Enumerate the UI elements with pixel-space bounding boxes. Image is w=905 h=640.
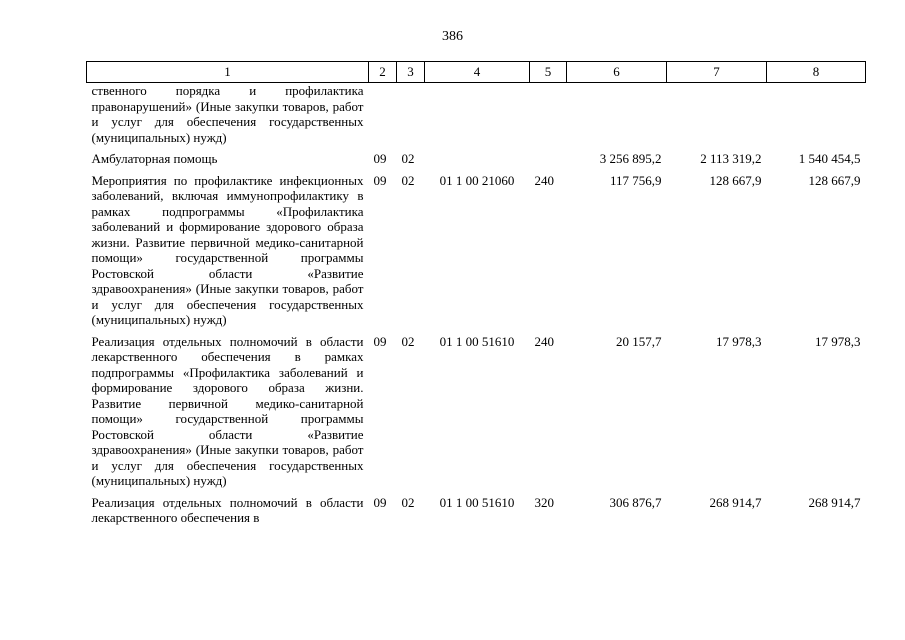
target-article-code	[425, 83, 530, 146]
column-header: 8	[767, 62, 866, 83]
amount-col7	[667, 83, 767, 146]
section-code: 09	[373, 172, 387, 188]
amount-col6	[567, 83, 667, 146]
page-number: 386	[442, 29, 463, 44]
column-header: 1	[87, 62, 369, 83]
table-row	[87, 145, 866, 167]
section-code: 09	[373, 333, 387, 349]
amount-col8: 128 667,9	[808, 172, 861, 188]
row-name: Амбулаторная помощь	[91, 151, 218, 166]
amount-col6: 117 756,9	[609, 172, 662, 188]
row-name: Реализация отдельных полномочий в области лекарственного обеспечения в	[91, 494, 364, 525]
subsection-code: 02	[401, 172, 415, 188]
column-header: 7	[667, 62, 767, 83]
section-code: 09	[373, 151, 387, 166]
target-article-code: 01 1 00 51610	[439, 333, 515, 349]
column-header: 5	[530, 62, 567, 83]
amount-col6: 306 876,7	[609, 494, 662, 510]
table-header-row	[87, 62, 866, 83]
amount-col8: 1 540 454,5	[798, 151, 861, 166]
amount-col7: 128 667,9	[709, 172, 762, 188]
amount-col6: 3 256 895,2	[599, 151, 662, 166]
column-header: 2	[369, 62, 397, 83]
amount-col7: 268 914,7	[709, 494, 762, 510]
column-header: 6	[567, 62, 667, 83]
section-code	[369, 83, 397, 146]
row-name: ственного порядка и профилактика правонарушений» (Иные закупки товаров, работ и услуг для обеспечения государственных (муниципальных) нужд)	[91, 83, 364, 145]
subsection-code	[397, 83, 425, 146]
column-header: 3	[397, 62, 425, 83]
amount-col6: 20 157,7	[616, 333, 662, 349]
expense-type-code	[530, 83, 567, 146]
amount-col7: 17 978,3	[716, 333, 762, 349]
amount-col7: 2 113 319,2	[700, 151, 762, 166]
table-row	[87, 167, 866, 328]
subsection-code: 02	[401, 333, 415, 349]
target-article-code: 01 1 00 21060	[439, 172, 515, 188]
expense-type-code: 240	[534, 333, 554, 349]
target-article-code: 01 1 00 51610	[439, 494, 515, 510]
column-header: 4	[425, 62, 530, 83]
subsection-code: 02	[401, 151, 415, 166]
table-row	[87, 489, 866, 526]
amount-col8	[767, 83, 866, 146]
subsection-code: 02	[401, 494, 415, 510]
expense-type-code: 320	[534, 494, 554, 510]
table-row	[87, 328, 866, 489]
row-name: Мероприятия по профилактике инфекционных заболеваний, включая иммунопрофилактику в рамках подпрограммы «Профилактика заболеваний и формирование здорового образа жизни. Развитие первичной медико-санитарной помощи» государственной программы Ростовской области «Развитие здравоохранения» (Иные закупки товаров, работ и услуг для обеспечения государственных (муниципальных) нужд)	[91, 172, 364, 327]
expense-type-code	[530, 145, 567, 167]
amount-col8: 268 914,7	[808, 494, 861, 510]
table-row	[87, 83, 866, 146]
row-name: Реализация отдельных полномочий в области лекарственного обеспечения в рамках подпрограммы «Профилактика заболеваний и формирование здорового образа жизни. Развитие первичной медико-санитарной помощи» государственной программы Ростовской области «Развитие здравоохранения» (Иные закупки товаров, работ и услуг для обеспечения государственных (муниципальных) нужд)	[91, 333, 364, 488]
budget-table	[86, 61, 866, 526]
section-code: 09	[373, 494, 387, 510]
expense-type-code: 240	[534, 172, 554, 188]
amount-col8: 17 978,3	[815, 333, 861, 349]
target-article-code	[425, 145, 530, 167]
